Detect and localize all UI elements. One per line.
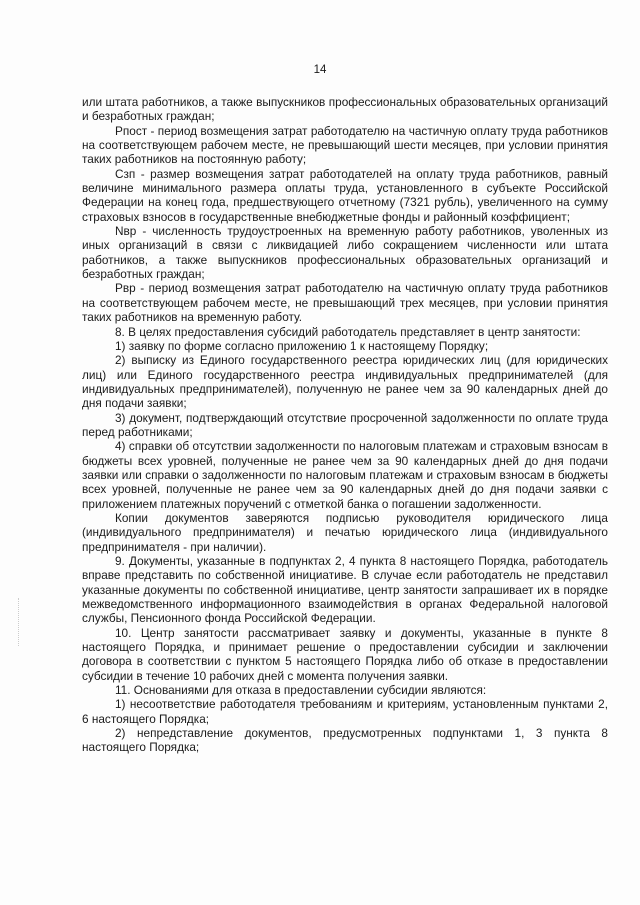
page-number: 14 [313,64,327,76]
paragraph: 11. Основаниями для отказа в предоставлении субсидии являются: [115,683,487,698]
paragraph: 9. Документы, указанные в подпунктах 2, 4 пункта 8 настоящего Порядка, работодатель вправе представить по собственной инициативе. В случае если работодатель не представил указанные документы по собственной инициативе, центр занятости запрашивает их в порядке межведомственного информационного взаимодействия в органах Федеральной налоговой службы, Пенсионного фонда Российской Федерации. [82,554,608,626]
paragraph: 8. В целях предоставления субсидий работодатель представляет в центр занятости: [115,324,581,339]
scan-artifact [18,598,22,646]
paragraph: 3) документ, подтверждающий отсутствие просроченной задолженности по оплате труда перед работниками; [82,410,608,439]
paragraph: Сзп - размер возмещения затрат работодателей на оплату труда работников, равный величине минимального размера оплаты труда, установленного в субъекте Российской Федерации на конец года, предшествующего отчетному (7321 рубль), увеличенного на сумму страховых взносов в государственные внебюджетные фонды и районный коэффициент; [82,166,608,224]
paragraph: 1) заявку по форме согласно приложению 1 к настоящему Порядку; [115,338,489,353]
paragraph: или штата работников, а также выпускников профессиональных образовательных организаций и безработных граждан; [82,95,608,124]
paragraph: 2) выписку из Единого государственного реестра юридических лиц (для юридических лиц) или Единого государственного реестра индивидуальных предпринимателей (для индивидуальных предпринимателей), полученную не ранее чем за 90 календарных дней до дня подачи заявки; [82,353,608,411]
paragraph: Nвр - численность трудоустроенных на временную работу работников, уволенных из иных организаций в связи с ликвидацией либо сокращением численности или штата работников, а также выпускников профессиональных образовательных организаций и безработных граждан; [82,224,608,282]
paragraph: Рпост - период возмещения затрат работодателю на частичную оплату труда работников на соответствующем рабочем месте, не превышающий шести месяцев, при условии принятия таких работников на постоянную работу; [82,123,608,167]
paragraph: Копии документов заверяются подписью руководителя юридического лица (индивидуального предпринимателя) и печатью юридического лица (индивидуального предпринимателя - при наличии). [82,510,608,554]
paragraph: 2) непредставление документов, предусмотренных подпунктами 1, 3 пункта 8 настоящего Порядка; [82,726,608,755]
paragraph: 10. Центр занятости рассматривает заявку и документы, указанные в пункте 8 настоящего Порядка, и принимает решение о предоставлении субсидии и заключении договора в соответствии с пунктом 5 настоящего Порядка либо об отказе в предоставлении субсидии в течение 10 рабочих дней с момента получения заявки. [82,625,608,683]
paragraph: 1) несоответствие работодателя требованиям и критериям, установленным пунктами 2, 6 настоящего Порядка; [82,697,608,726]
paragraph: Рвр - период возмещения затрат работодателю на частичную оплату труда работников на соответствующем рабочем месте, не превышающий трех месяцев, при условии принятия таких работников на временную работу. [82,281,608,325]
document-body [82,95,608,755]
paragraph: 4) справки об отсутствии задолженности по налоговым платежам и страховым взносам в бюджеты всех уровней, полученные не ранее чем за 90 календарных дней до дня подачи заявки или справки о задолженности по налоговым платежам и страховым взносам в бюджеты всех уровней, полученные не ранее чем за 90 календарных дней до дня подачи заявки с приложением платежных поручений с отметкой банка о погашении задолженности. [82,439,608,511]
